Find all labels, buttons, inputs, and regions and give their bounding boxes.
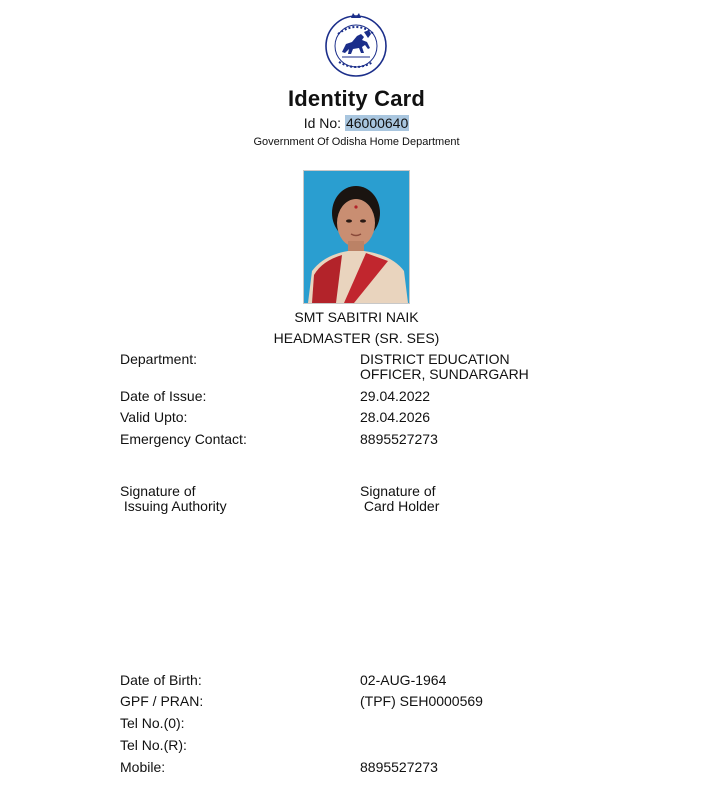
emergency-contact-label: Emergency Contact: — [120, 431, 247, 447]
holder-signature-label-line1: Signature of — [360, 483, 436, 499]
department-label: Department: — [120, 351, 198, 367]
card-holder-name: SMT SABITRI NAIK — [294, 309, 419, 325]
date-of-birth-label: Date of Birth: — [120, 672, 202, 688]
tel-office-label: Tel No.(0): — [120, 715, 185, 731]
department-value-line2: OFFICER, SUNDARGARH — [360, 366, 529, 382]
emergency-contact-value: 8895527273 — [360, 431, 438, 447]
holder-signature-label-line2: Card Holder — [360, 498, 440, 514]
id-number-label: Id No: — [303, 115, 342, 131]
tel-residence-label: Tel No.(R): — [120, 737, 187, 753]
gpf-pran-value: (TPF) SEH0000569 — [360, 693, 483, 709]
mobile-label: Mobile: — [120, 759, 166, 775]
date-of-issue-label: Date of Issue: — [120, 388, 207, 404]
date-of-birth-value: 02-AUG-1964 — [360, 672, 447, 688]
issuing-signature-label-line2: Issuing Authority — [120, 498, 227, 514]
mobile-value: 8895527273 — [360, 759, 438, 775]
odisha-emblem-icon — [324, 12, 388, 78]
valid-upto-value: 28.04.2026 — [360, 409, 431, 425]
id-number-line — [0, 115, 713, 131]
date-of-issue-value: 29.04.2022 — [360, 388, 431, 404]
id-number-value[interactable]: 46000640 — [345, 115, 409, 131]
issuing-signature-label-line1: Signature of — [120, 483, 196, 499]
valid-upto-label: Valid Upto: — [120, 409, 188, 425]
card-holder-designation: HEADMASTER (SR. SES) — [273, 330, 440, 346]
gpf-pran-label: GPF / PRAN: — [120, 693, 204, 709]
card-holder-photo — [303, 170, 410, 304]
card-title: Identity Card — [287, 86, 426, 111]
department-value-line1: DISTRICT EDUCATION — [360, 351, 510, 367]
issuing-department-line: Government Of Odisha Home Department — [253, 136, 460, 148]
